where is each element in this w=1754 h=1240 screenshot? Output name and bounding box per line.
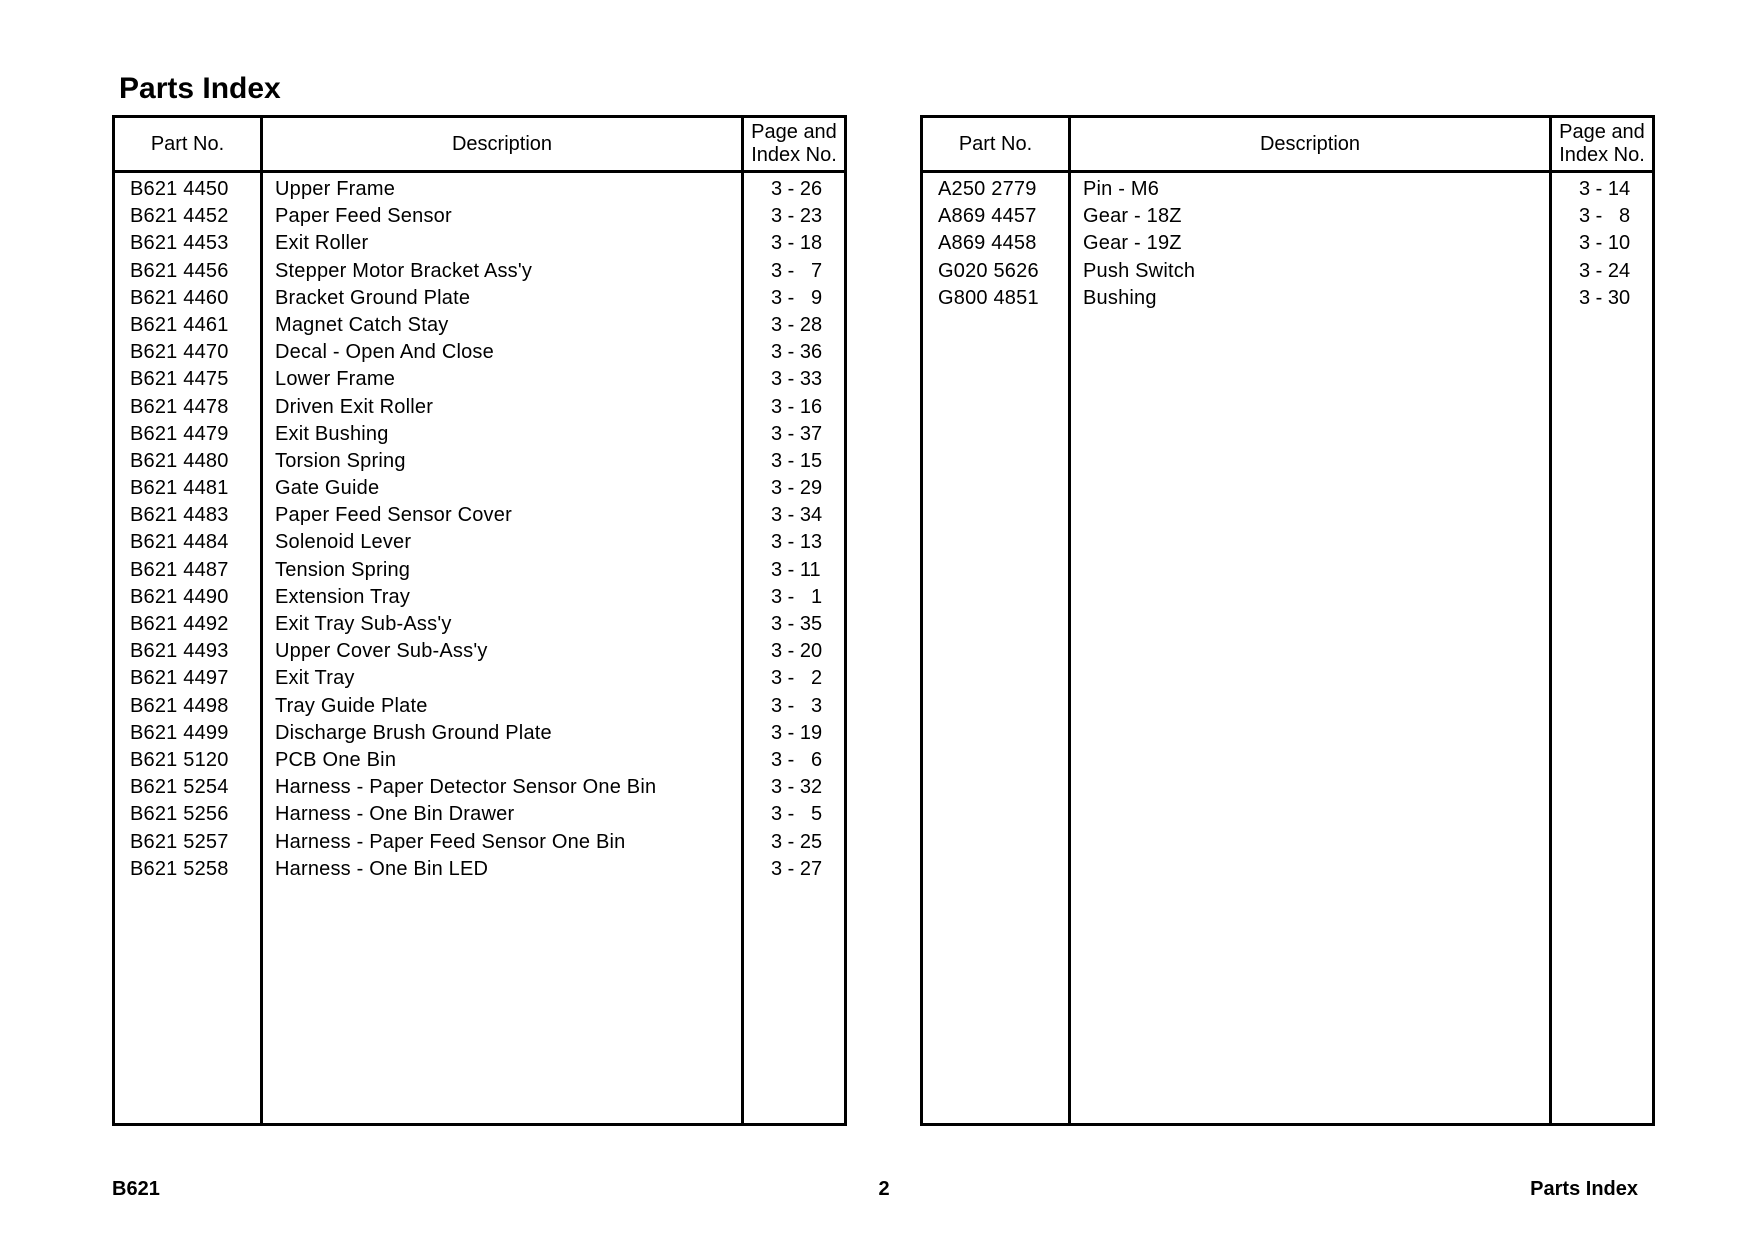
part-description: Tension Spring xyxy=(275,558,411,581)
header-description: Description xyxy=(1259,132,1361,155)
header-page-line1: Page and xyxy=(751,121,837,143)
table-row xyxy=(923,258,1652,285)
table-row xyxy=(115,665,844,692)
page-index: 3 - 34 xyxy=(771,504,823,527)
page-index: 3 - 26 xyxy=(771,178,823,200)
table-rows-left xyxy=(115,173,844,883)
page-index: 3 - 2 xyxy=(771,667,823,690)
table-row xyxy=(115,312,844,339)
part-number: B621 4475 xyxy=(130,368,229,391)
part-number: B621 5256 xyxy=(130,803,229,826)
footer-model: B621 xyxy=(112,1178,160,1200)
part-number: B621 4490 xyxy=(130,585,229,608)
page-index: 3 - 15 xyxy=(771,449,823,472)
part-number: B621 4484 xyxy=(130,531,229,554)
part-description: Bushing xyxy=(1083,286,1157,309)
part-description: Tray Guide Plate xyxy=(275,694,428,717)
part-number: B621 4461 xyxy=(130,313,229,336)
table-row xyxy=(115,557,844,584)
part-number: B621 4492 xyxy=(130,613,229,635)
part-number: B621 4452 xyxy=(130,205,229,228)
header-page-line2: Index No. xyxy=(751,144,837,166)
table-row xyxy=(923,203,1652,230)
page-index: 3 - 27 xyxy=(771,857,823,880)
parts-table-left xyxy=(112,115,847,1126)
part-number: G020 5626 xyxy=(938,259,1039,282)
table-row xyxy=(115,611,844,638)
table-row xyxy=(115,856,844,883)
page-index: 3 - 9 xyxy=(771,286,823,309)
part-number: B621 4470 xyxy=(130,341,229,364)
part-description: Lower Frame xyxy=(275,368,396,391)
page-index: 3 - 13 xyxy=(771,531,823,554)
page-index: 3 - 36 xyxy=(771,341,823,364)
part-description: Driven Exit Roller xyxy=(275,395,434,418)
part-description: Gate Guide xyxy=(275,477,380,500)
page-index: 3 - 32 xyxy=(771,776,823,799)
page-index: 3 - 10 xyxy=(1579,232,1631,255)
part-description: Exit Bushing xyxy=(275,422,389,445)
part-description: Harness - One Bin LED xyxy=(275,857,489,880)
table-row xyxy=(115,475,844,502)
part-description: PCB One Bin xyxy=(275,748,397,771)
part-description: Harness - One Bin Drawer xyxy=(275,803,515,826)
part-description: Bracket Ground Plate xyxy=(275,286,471,309)
part-description: Magnet Catch Stay xyxy=(275,313,449,336)
part-description: Pin - M6 xyxy=(1083,178,1160,200)
table-row xyxy=(115,502,844,529)
part-number: B621 4460 xyxy=(130,286,229,309)
table-row xyxy=(115,693,844,720)
table-row xyxy=(923,230,1652,257)
part-description: Gear - 18Z xyxy=(1083,205,1182,228)
table-row xyxy=(115,448,844,475)
part-number: B621 4493 xyxy=(130,640,229,663)
part-description: Paper Feed Sensor Cover xyxy=(275,504,512,527)
part-number: B621 5254 xyxy=(130,776,229,799)
footer-page-number: 2 xyxy=(878,1178,890,1200)
page-index: 3 - 7 xyxy=(771,259,823,282)
part-description: Exit Roller xyxy=(275,232,369,255)
page-index: 3 - 6 xyxy=(771,748,823,771)
part-number: B621 4497 xyxy=(130,667,229,690)
table-row xyxy=(115,394,844,421)
page-title: Parts Index xyxy=(119,72,281,105)
page-index: 3 - 33 xyxy=(771,368,823,391)
page-index: 3 - 28 xyxy=(771,313,823,336)
header-page-index xyxy=(1552,118,1652,170)
page-index: 3 - 29 xyxy=(771,477,823,500)
table-row xyxy=(115,285,844,312)
part-number: A250 2779 xyxy=(938,178,1037,200)
table-row xyxy=(115,366,844,393)
header-part-no: Part No. xyxy=(958,132,1033,155)
part-description: Harness - Paper Feed Sensor One Bin xyxy=(275,830,626,853)
part-number: B621 4480 xyxy=(130,449,229,472)
part-number: B621 5120 xyxy=(130,748,229,771)
table-row xyxy=(115,829,844,856)
page-index: 3 - 18 xyxy=(771,232,823,255)
table-row xyxy=(115,176,844,203)
table-row xyxy=(115,638,844,665)
footer-section: Parts Index xyxy=(1530,1178,1638,1200)
page-index: 3 - 8 xyxy=(1579,205,1631,228)
part-description: Torsion Spring xyxy=(275,449,406,472)
header-part-no: Part No. xyxy=(150,132,225,155)
part-description: Upper Cover Sub-Ass'y xyxy=(275,640,488,663)
part-number: B621 4453 xyxy=(130,232,229,255)
part-number: G800 4851 xyxy=(938,286,1039,309)
part-number: B621 4499 xyxy=(130,721,229,744)
page-index: 3 - 1 xyxy=(771,585,823,608)
part-description: Exit Tray xyxy=(275,667,355,690)
page-index: 3 - 37 xyxy=(771,422,823,445)
part-description: Decal - Open And Close xyxy=(275,341,494,364)
part-description: Push Switch xyxy=(1083,259,1196,282)
part-number: B621 4479 xyxy=(130,422,229,445)
table-row xyxy=(115,584,844,611)
header-page-line2: Index No. xyxy=(1559,144,1645,166)
part-number: B621 4483 xyxy=(130,504,229,527)
table-row xyxy=(115,774,844,801)
part-description: Gear - 19Z xyxy=(1083,232,1182,255)
part-number: B621 4456 xyxy=(130,259,229,282)
table-row xyxy=(115,339,844,366)
table-row xyxy=(923,176,1652,203)
part-description: Paper Feed Sensor xyxy=(275,205,452,228)
parts-table-right xyxy=(920,115,1655,1126)
header-description: Description xyxy=(451,132,553,155)
table-row xyxy=(115,203,844,230)
part-number: B621 4487 xyxy=(130,558,229,581)
part-number: B621 4450 xyxy=(130,178,229,200)
table-row xyxy=(115,421,844,448)
page-index: 3 - 19 xyxy=(771,721,823,744)
page-index: 3 - 16 xyxy=(771,395,823,418)
table-row xyxy=(115,801,844,828)
part-number: A869 4458 xyxy=(938,232,1037,255)
part-description: Exit Tray Sub-Ass'y xyxy=(275,613,452,635)
header-page-index xyxy=(744,118,844,170)
page-index: 3 - 3 xyxy=(771,694,823,717)
page-index: 3 - 5 xyxy=(771,803,823,826)
part-number: B621 4498 xyxy=(130,694,229,717)
page-index: 3 - 25 xyxy=(771,830,823,853)
part-description: Extension Tray xyxy=(275,585,411,608)
table-row xyxy=(115,230,844,257)
page-index: 3 - 24 xyxy=(1579,259,1631,282)
part-description: Discharge Brush Ground Plate xyxy=(275,721,552,744)
part-description: Solenoid Lever xyxy=(275,531,412,554)
table-row xyxy=(923,285,1652,312)
part-number: A869 4457 xyxy=(938,205,1037,228)
part-number: B621 4478 xyxy=(130,395,229,418)
page-index: 3 - 35 xyxy=(771,613,823,635)
page-index: 3 - 20 xyxy=(771,640,823,663)
page-index: 3 - 14 xyxy=(1579,178,1631,200)
table-row xyxy=(115,720,844,747)
page-index: 3 - 23 xyxy=(771,205,823,228)
table-row xyxy=(115,529,844,556)
page-index: 3 - 30 xyxy=(1579,286,1631,309)
header-page-line1: Page and xyxy=(1559,121,1645,143)
part-number: B621 5257 xyxy=(130,830,229,853)
part-number: B621 4481 xyxy=(130,477,229,500)
part-description: Harness - Paper Detector Sensor One Bin xyxy=(275,776,657,799)
part-description: Upper Frame xyxy=(275,178,396,200)
part-number: B621 5258 xyxy=(130,857,229,880)
table-rows-right xyxy=(923,173,1652,312)
table-row xyxy=(115,747,844,774)
part-description: Stepper Motor Bracket Ass'y xyxy=(275,259,533,282)
page-index: 3 - 11 xyxy=(771,558,821,581)
table-row xyxy=(115,258,844,285)
